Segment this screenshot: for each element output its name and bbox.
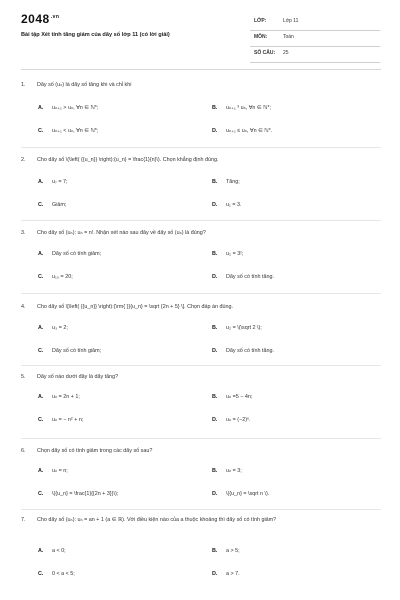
option-text: \({u_n} = \sqrt n \). bbox=[226, 491, 270, 497]
option-text: u₃ = 2; bbox=[52, 325, 68, 331]
question-stem bbox=[21, 228, 381, 239]
option-text: uₙ = n; bbox=[52, 468, 68, 474]
option-text: uₙ₊₁ ³ uₙ, ∀n ∈ ℕ*; bbox=[226, 105, 272, 111]
meta-row-class bbox=[250, 15, 380, 31]
option-a[interactable] bbox=[38, 467, 68, 476]
option-text: Giảm; bbox=[52, 202, 67, 208]
question-stem bbox=[21, 446, 381, 457]
question-number: 2. bbox=[21, 157, 26, 163]
option-a[interactable] bbox=[38, 250, 101, 259]
option-text: uₙ = − n² + n; bbox=[52, 417, 84, 423]
option-a[interactable] bbox=[38, 178, 68, 187]
option-d[interactable] bbox=[212, 201, 241, 210]
option-text: uₙ = 3; bbox=[226, 468, 242, 474]
option-letter: A. bbox=[38, 325, 44, 331]
option-text: uₙ = (−2)ⁿ. bbox=[226, 417, 251, 423]
option-c[interactable] bbox=[38, 570, 75, 579]
document-header bbox=[0, 0, 400, 66]
meta-label: MÔN: bbox=[254, 34, 268, 40]
option-letter: C. bbox=[38, 128, 44, 134]
question-divider bbox=[21, 147, 381, 148]
option-a[interactable] bbox=[38, 324, 68, 333]
option-letter: C. bbox=[38, 571, 44, 577]
option-d[interactable] bbox=[212, 490, 269, 499]
option-letter: D. bbox=[212, 571, 218, 577]
header-divider bbox=[21, 69, 381, 70]
option-text: a < 0; bbox=[52, 548, 66, 554]
option-letter: A. bbox=[38, 251, 44, 257]
question-number: 7. bbox=[21, 517, 26, 523]
option-letter: D. bbox=[212, 274, 218, 280]
meta-label: LỚP: bbox=[254, 18, 267, 24]
option-letter: B. bbox=[212, 251, 218, 257]
option-d[interactable] bbox=[212, 570, 240, 579]
option-letter: C. bbox=[38, 491, 44, 497]
option-letter: B. bbox=[212, 548, 218, 554]
option-c[interactable] bbox=[38, 490, 118, 499]
option-letter: D. bbox=[212, 128, 218, 134]
question-stem bbox=[21, 515, 381, 526]
option-letter: B. bbox=[212, 394, 218, 400]
question-text: Cho dãy số (uₙ): uₙ = n!. Nhận xét nào sau đây về dãy số (uₙ) là đúng? bbox=[37, 230, 206, 236]
meta-label: SỐ CÂU: bbox=[254, 50, 276, 56]
option-letter: B. bbox=[212, 325, 218, 331]
option-text: uₙ =5 − 4n; bbox=[226, 394, 253, 400]
option-letter: A. bbox=[38, 105, 44, 111]
option-b[interactable] bbox=[212, 547, 240, 556]
option-d[interactable] bbox=[212, 347, 274, 356]
question-divider bbox=[21, 365, 381, 366]
option-letter: C. bbox=[38, 274, 44, 280]
option-text: u₂ = 3!; bbox=[226, 251, 244, 257]
question-text: Chọn dãy số có tính giảm trong các dãy số sau? bbox=[37, 448, 153, 454]
question-divider bbox=[21, 438, 381, 439]
option-text: u₁ = 3. bbox=[226, 202, 242, 208]
question-text: Dãy số nào dưới đây là dãy tăng? bbox=[37, 374, 119, 380]
logo-text: 2048 bbox=[21, 12, 50, 26]
option-b[interactable] bbox=[212, 324, 262, 333]
question-text: Dãy số (uₙ) là dãy số tăng khi và chỉ khi bbox=[37, 82, 132, 88]
option-text: uₙ = 2n + 1; bbox=[52, 394, 80, 400]
option-text: Dãy số có tính giảm; bbox=[52, 348, 102, 354]
option-c[interactable] bbox=[38, 127, 98, 136]
question-divider bbox=[21, 220, 381, 221]
option-letter: A. bbox=[38, 468, 44, 474]
option-text: a > 5; bbox=[226, 548, 240, 554]
option-d[interactable] bbox=[212, 273, 274, 282]
question-text: Cho dãy số (uₙ): uₙ = an + 1 (a ∈ ℝ). Với điều kiện nào của a thuộc khoảng thì dãy số có tính giảm? bbox=[37, 517, 277, 523]
question-number: 1. bbox=[21, 82, 26, 88]
option-text: Dãy số có tính tăng. bbox=[226, 274, 274, 280]
option-b[interactable] bbox=[212, 178, 240, 187]
meta-value: Lớp 11 bbox=[283, 18, 299, 24]
question-stem bbox=[21, 155, 381, 166]
question-text: Cho dãy số \[\left( {{u_n}} \right):{\rm{ }}{u_n} = \sqrt {2n + 5} \]. Chọn đáp án đúng. bbox=[37, 304, 234, 310]
option-letter: C. bbox=[38, 348, 44, 354]
option-d[interactable] bbox=[212, 416, 251, 425]
option-text: uₙ₊₁ ≤ uₙ, ∀n ∈ ℕ*. bbox=[226, 128, 273, 134]
page-title: Bài tập Xét tính tăng giảm của dãy số lớp 11 (có lời giải) bbox=[21, 32, 170, 38]
question-number: 4. bbox=[21, 304, 26, 310]
option-text: a > 7. bbox=[226, 571, 240, 577]
option-letter: A. bbox=[38, 179, 44, 185]
question-divider bbox=[21, 293, 381, 294]
option-text: Dãy số có tính giảm; bbox=[52, 251, 102, 257]
question-number: 6. bbox=[21, 448, 26, 454]
site-logo[interactable] bbox=[21, 12, 59, 26]
option-letter: D. bbox=[212, 348, 218, 354]
option-letter: C. bbox=[38, 417, 44, 423]
option-b[interactable] bbox=[212, 467, 242, 476]
option-c[interactable] bbox=[38, 416, 83, 425]
option-c[interactable] bbox=[38, 347, 101, 356]
option-letter: B. bbox=[212, 179, 218, 185]
option-letter: D. bbox=[212, 491, 218, 497]
question-text: Cho dãy số \(\left( {{u_n}} \right):{u_n} = \frac{1}{n}\). Chọn khẳng định đúng. bbox=[37, 157, 219, 163]
option-text: u₇ = 7; bbox=[52, 179, 68, 185]
option-letter: A. bbox=[38, 394, 44, 400]
meta-value: 25 bbox=[283, 50, 289, 56]
option-text: 0 < a < 5; bbox=[52, 571, 75, 577]
option-text: \({u_n} = \frac{1}{{2n + 3}}\); bbox=[52, 491, 119, 497]
option-letter: D. bbox=[212, 202, 218, 208]
meta-value: Toán bbox=[283, 34, 294, 40]
option-b[interactable] bbox=[212, 104, 271, 113]
option-a[interactable] bbox=[38, 104, 98, 113]
option-letter: C. bbox=[38, 202, 44, 208]
question-number: 5. bbox=[21, 374, 26, 380]
meta-row-count bbox=[250, 47, 380, 63]
option-c[interactable] bbox=[38, 273, 73, 282]
option-b[interactable] bbox=[212, 250, 243, 259]
option-text: Dãy số có tính tăng. bbox=[226, 348, 274, 354]
option-c[interactable] bbox=[38, 201, 66, 210]
option-text: Tăng; bbox=[226, 179, 240, 185]
option-letter: A. bbox=[38, 548, 44, 554]
question-stem bbox=[21, 302, 381, 313]
meta-row-subject bbox=[250, 31, 380, 47]
option-letter: D. bbox=[212, 417, 218, 423]
option-b[interactable] bbox=[212, 393, 252, 402]
option-text: uₙ₊₁ < uₙ, ∀n ∈ ℕ*; bbox=[52, 128, 99, 134]
question-stem bbox=[21, 372, 381, 383]
option-letter: B. bbox=[212, 105, 218, 111]
option-a[interactable] bbox=[38, 393, 80, 402]
option-text: uₙ₊₁ > uₙ, ∀n ∈ ℕ*; bbox=[52, 105, 99, 111]
option-d[interactable] bbox=[212, 127, 272, 136]
option-a[interactable] bbox=[38, 547, 66, 556]
question-divider bbox=[21, 509, 381, 510]
meta-table bbox=[250, 15, 380, 63]
logo-suffix: .vn bbox=[50, 14, 60, 20]
question-number: 3. bbox=[21, 230, 26, 236]
option-text: u₁₀ = 20; bbox=[52, 274, 73, 280]
option-text: u₂ = \(\sqrt 2 \); bbox=[226, 325, 262, 331]
question-stem bbox=[21, 80, 381, 91]
option-letter: B. bbox=[212, 468, 218, 474]
